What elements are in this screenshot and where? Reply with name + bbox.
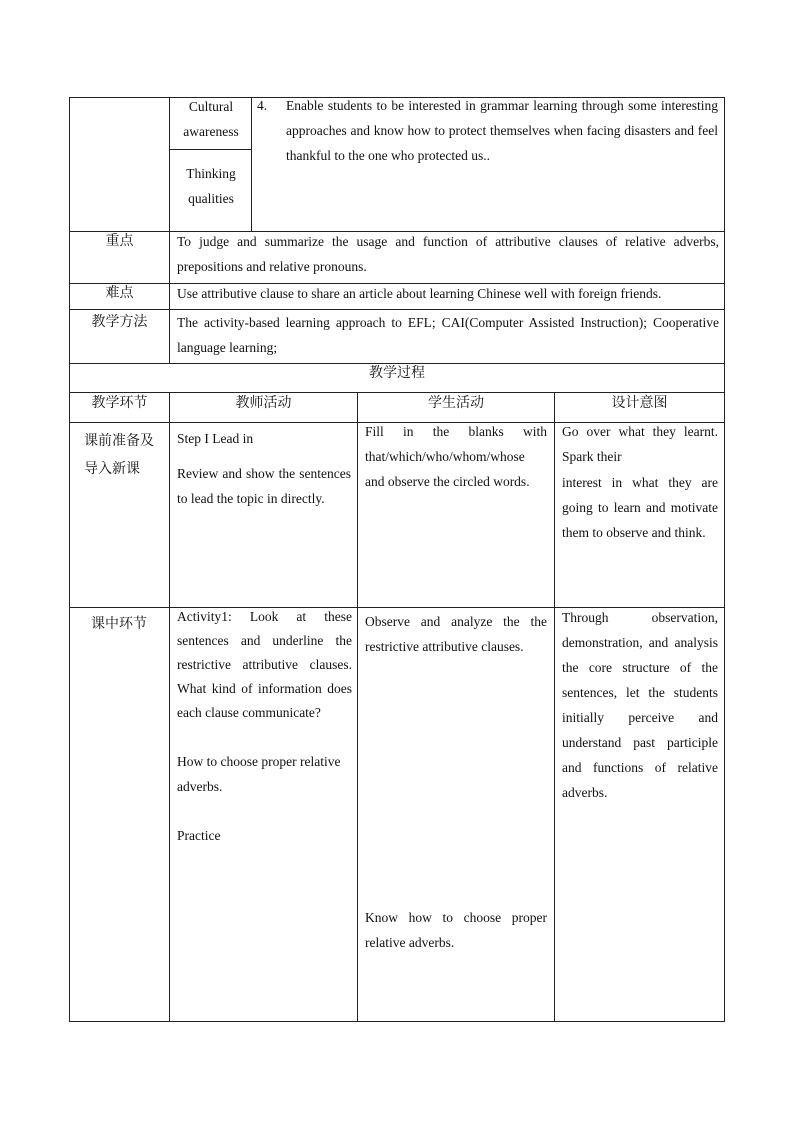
process-title: 教学过程	[369, 365, 425, 381]
key-points-label: 重点	[105, 233, 134, 249]
objective-number: 4.	[257, 98, 268, 113]
difficult-points-text: Use attributive clause to share an article about learning Chinese well with foreign friends.	[177, 286, 662, 301]
top-left-empty-cell	[69, 97, 170, 232]
row2-student-choose: Know how to choose proper relative adverbs.	[365, 910, 547, 950]
row1-intent-line2: interest in what they are going to learn and motivate them to observe and think.	[562, 475, 718, 540]
row1-student-text: Fill in the blanks with that/which/who/whom/whose and observe the circled words.	[365, 424, 547, 489]
header-intent: 设计意图	[611, 395, 668, 411]
objective-text: Enable students to be interested in grammar learning through some interesting approaches and know how to protect themselves when facing disasters and feel thankful to the one who protected us..	[286, 98, 718, 163]
row1-intent-line1: Go over what they learnt. Spark their	[562, 424, 718, 464]
row2-stage-label: 课中环节	[91, 616, 147, 632]
row1-teacher-text: Review and show the sentences to lead the topic in directly.	[177, 466, 351, 506]
row2-teacher-practice: Practice	[177, 828, 221, 843]
thinking-qualities-label: Thinking qualities	[186, 166, 236, 206]
methods-text: The activity-based learning approach to EFL; CAI(Computer Assisted Instruction); Cooperative language learning;	[177, 315, 719, 355]
competence-divider	[169, 149, 252, 150]
row2-student-cell	[357, 607, 555, 1022]
key-points-text: To judge and summarize the usage and function of attributive clauses of relative adverbs, prepositions and relative pronouns.	[177, 234, 719, 274]
methods-label: 教学方法	[91, 314, 148, 330]
row2-intent-text: Through observation, demonstration, and analysis the core structure of the sentences, let the students initially perceive and understand past participle and functions of relative adverbs.	[562, 610, 718, 800]
row2-teacher-relative-adverbs: How to choose proper relative adverbs.	[177, 754, 341, 794]
cultural-awareness-label: Cultural awareness	[183, 99, 239, 139]
header-teacher: 教师活动	[235, 395, 292, 411]
difficult-points-label: 难点	[105, 285, 134, 301]
row2-student-observe: Observe and analyze the the restrictive attributive clauses.	[365, 614, 547, 654]
row1-teacher-step: Step I Lead in	[177, 431, 254, 446]
header-stage: 教学环节	[91, 395, 148, 411]
row2-teacher-activity: Activity1: Look at these sentences and underline the restrictive attributive clauses. What kind of information does each clause communicate?	[177, 609, 352, 720]
row2-stage-cell	[69, 607, 170, 1022]
row1-stage-label: 课前准备及导入新课	[84, 433, 154, 477]
header-student: 学生活动	[428, 395, 484, 411]
